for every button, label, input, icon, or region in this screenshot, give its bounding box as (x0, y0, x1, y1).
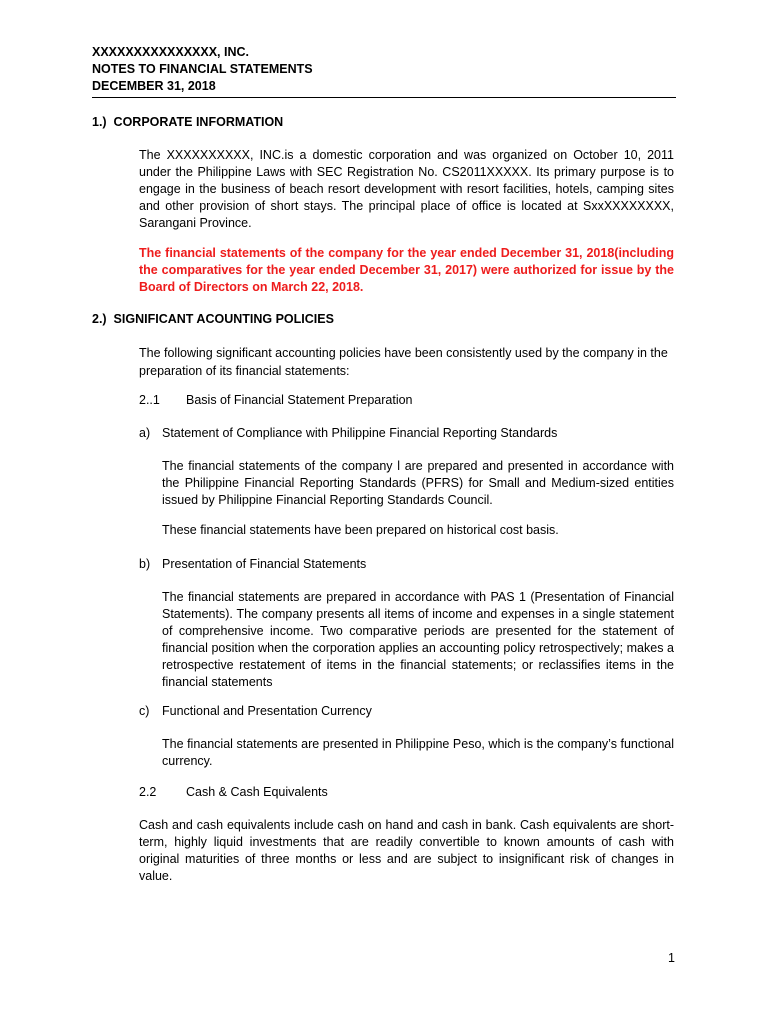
cash-equivalents-paragraph: Cash and cash equivalents include cash on hand and cash in bank. Cash equivalents are short-term, highly liquid investments that are readily convertible to known amounts of cash with original maturities of three months or less and are subject to insignificant risk of changes in value. (139, 818, 674, 883)
document-title: NOTES TO FINANCIAL STATEMENTS (92, 62, 313, 76)
section-1-title: CORPORATE INFORMATION (113, 115, 284, 129)
item-a-heading (139, 425, 674, 442)
subsection-2-2-title: Cash & Cash Equivalents (186, 785, 328, 799)
section-2-number: 2.) (92, 312, 107, 326)
authorization-paragraph: The financial statements of the company for the year ended December 31, 2018(including the comparatives for the year ended December 31, 2017) were authorized for issue by the Board of Directors on March 22, 2018. (139, 246, 674, 294)
statement-date: DECEMBER 31, 2018 (92, 79, 216, 93)
item-a-title: Statement of Compliance with Philippine Financial Reporting Standards (162, 426, 558, 440)
section-1-number: 1.) (92, 115, 107, 129)
subsection-2-1-title: Basis of Financial Statement Preparation (186, 393, 413, 407)
item-b-heading (139, 556, 674, 573)
section-1-heading (92, 114, 676, 131)
item-c-paragraph: The financial statements are presented in Philippine Peso, which is the company’s functional currency. (162, 737, 674, 768)
item-c-letter: c) (139, 704, 150, 718)
subsection-2-1-heading (139, 392, 674, 409)
item-a-paragraph-1: The financial statements of the company l are prepared and presented in accordance with the Philippine Financial Reporting Standards (PFRS) for Small and Medium-sized entities issued by Philippine Financial Reporting Standards Council. (162, 459, 674, 507)
item-a-letter: a) (139, 426, 151, 440)
corporate-info-paragraph: The XXXXXXXXXX, INC.is a domestic corporation and was organized on October 10, 2011 under the Philippine Laws with SEC Registration No. CS2011XXXXX. Its primary purpose is to engage in the business of beach resort development with resort facilities, hotels, camping sites and other provision of short stays. The principal place of office is located at SxxXXXXXXXX, Sarangani Province. (139, 148, 674, 230)
item-b-paragraph: The financial statements are prepared in accordance with PAS 1 (Presentation of Financial Statements). The company presents all items of income and expenses in a single statement of comprehensive income. Two comparative periods are presented for the statement of financial position when the corporation applies an accounting policy retrospectively; makes a retrospective restatement of items in the financial statements; or reclassifies items in the financial statements (162, 590, 674, 689)
subsection-2-2-number: 2.2 (139, 785, 157, 799)
policies-intro-paragraph: The following significant accounting policies have been consistently used by the company in the preparation of its financial statements: (139, 346, 668, 378)
header-divider (92, 97, 676, 98)
item-a-paragraph-2: These financial statements have been prepared on historical cost basis. (162, 523, 559, 537)
subsection-2-2-heading (139, 784, 674, 801)
document-header (92, 44, 313, 95)
subsection-2-1-number: 2..1 (139, 393, 160, 407)
item-b-letter: b) (139, 557, 151, 571)
page-number: 1 (668, 951, 675, 965)
section-2-title: SIGNIFICANT ACOUNTING POLICIES (113, 312, 334, 326)
company-name: XXXXXXXXXXXXXXX, INC. (92, 45, 250, 59)
item-b-title: Presentation of Financial Statements (162, 557, 367, 571)
section-2-heading (92, 311, 676, 328)
item-c-heading (139, 703, 674, 720)
item-c-title: Functional and Presentation Currency (162, 704, 372, 718)
